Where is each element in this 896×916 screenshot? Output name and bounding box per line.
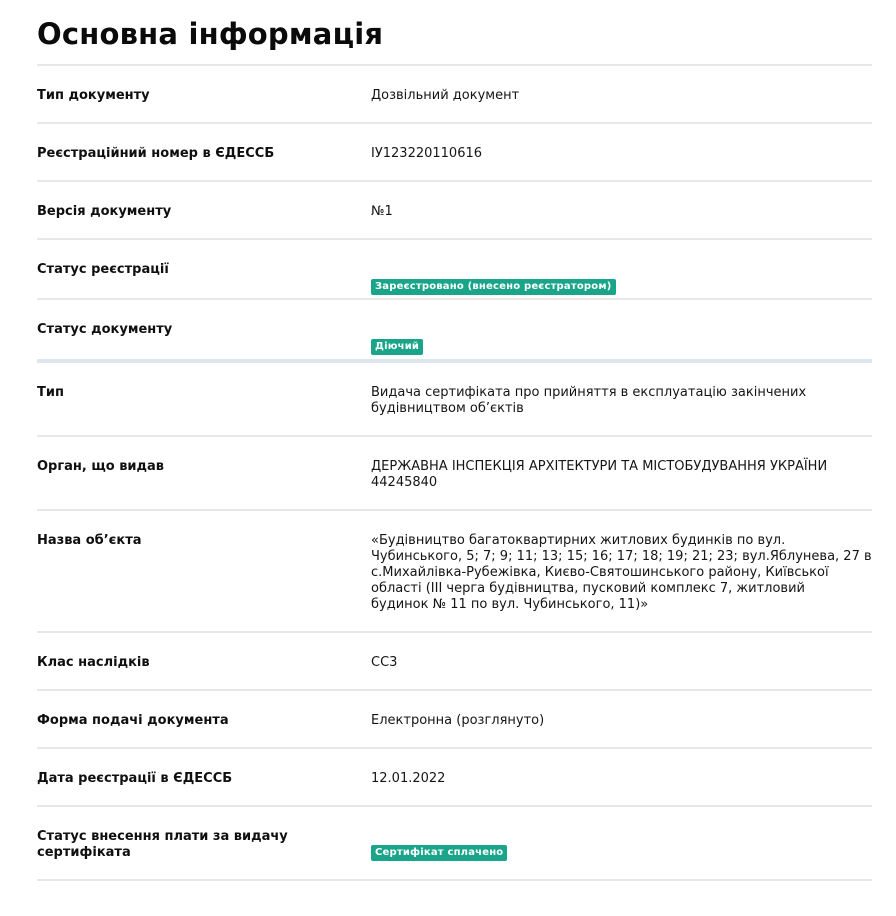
field-label: Статус внесення плати за видачу сертифіката: [37, 829, 288, 860]
field-value: Дозвільний документ: [371, 88, 520, 103]
info-row-object-name: [37, 511, 872, 633]
field-value: ІУ123220110616: [371, 146, 483, 161]
info-row-document-type: [37, 66, 872, 124]
field-value: «Будівництво багатоквартирних житлових будинків по вул. Чубинського, 5; 7; 9; 11; 13; 15; 16; 17; 18; 19; 21; 23; вул.Яблунева, 27 в с.Михайлівка-Рубежівка, Києво-Святошинського району, Київської області (ІІІ черга будівництва, пусковий комплекс 7, житловий будинок № 11 по вул. Чубинського, 11)»: [371, 533, 872, 612]
info-row-registration-date: [37, 749, 872, 807]
info-row-fee-status: [37, 807, 872, 881]
info-row-registration-status: [37, 240, 872, 300]
field-label: Реєстраційний номер в ЄДЕССБ: [37, 146, 275, 161]
field-value: СС3: [371, 655, 398, 670]
field-value: 12.01.2022: [371, 771, 446, 786]
field-label: Дата реєстрації в ЄДЕССБ: [37, 771, 233, 786]
field-label: Тип: [37, 385, 64, 400]
field-label: Орган, що видав: [37, 459, 165, 474]
info-table: [37, 64, 872, 881]
info-row-registration-number: [37, 124, 872, 182]
info-row-type: [37, 363, 872, 437]
info-row-issuing-authority: [37, 437, 872, 511]
field-label: Версія документу: [37, 204, 172, 219]
field-label: Статус реєстрації: [37, 262, 169, 277]
field-label: Тип документу: [37, 88, 150, 103]
field-label: Форма подачі документа: [37, 713, 229, 728]
field-value: Видача сертифіката про прийняття в експлуатацію закінчених будівництвом об’єктів: [371, 385, 807, 416]
field-value: ДЕРЖАВНА ІНСПЕКЦІЯ АРХІТЕКТУРИ ТА МІСТОБУДУВАННЯ УКРАЇНИ 44245840: [371, 459, 828, 490]
status-badge: Зареєстровано (внесено реєстратором): [371, 279, 616, 295]
field-label: Назва об’єкта: [37, 533, 142, 548]
field-value: №1: [371, 204, 393, 219]
info-row-submission-form: [37, 691, 872, 749]
field-label: Статус документу: [37, 322, 173, 337]
main-info-section: [37, 0, 872, 881]
field-label: Клас наслідків: [37, 655, 150, 670]
status-badge: Сертифікат сплачено: [371, 845, 507, 861]
field-value: Електронна (розглянуто): [371, 713, 545, 728]
info-row-consequence-class: [37, 633, 872, 691]
info-row-document-version: [37, 182, 872, 240]
status-badge: Діючий: [371, 339, 423, 355]
info-row-document-status: [37, 300, 872, 363]
page-title: Основна інформація: [37, 17, 384, 51]
